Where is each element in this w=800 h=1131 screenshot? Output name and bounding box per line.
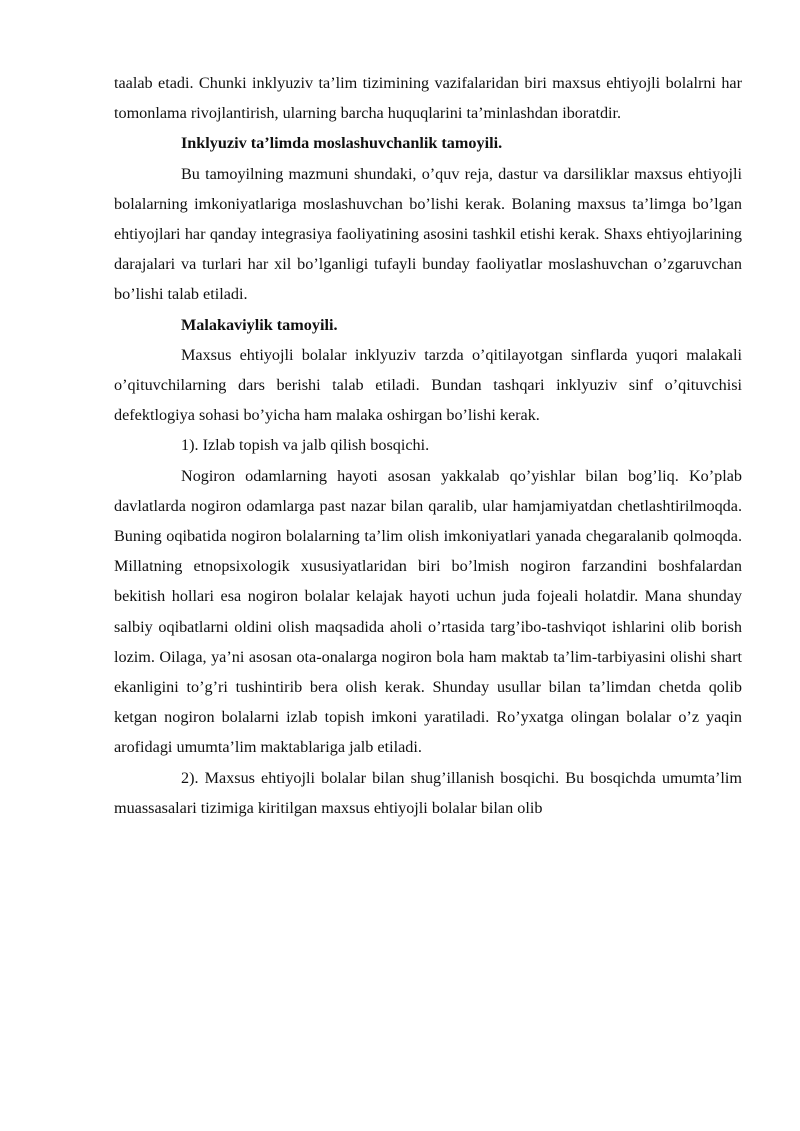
heading-qualification-principle: Malakaviylik tamoyili. [181, 315, 338, 334]
document-page [114, 68, 742, 823]
paragraph-stage-1-title: 1). Izlab topish va jalb qilish bosqichi. [181, 436, 430, 455]
paragraph-continuation: taalab etadi. Chunki inklyuziv ta’lim tizimining vazifalaridan biri maxsus ehtiyojli bolalrni har tomonlama rivojlantirish, ularning barcha huquqlarini ta’minlashdan iboratdir. [114, 74, 742, 123]
paragraph-flexibility: Bu tamoyilning mazmuni shundaki, o’quv reja, dastur va darsiliklar maxsus ehtiyojli bolalarning imkoniyatlariga moslashuvchan bo’lishi kerak. Bolaning maxsus ta’limga bo’lgan ehtiyojlari har qanday integrasiya faoliyatining asosini tashkil etishi kerak. Shaxs ehtiyojlarining darajalari va turlari har xil bo’lganligi tufayli bunday faoliyatlar moslashuvchan o’zgaruvchan bo’lishi talab etiladi. [114, 164, 742, 304]
paragraph-stage-1-body: Nogiron odamlarning hayoti asosan yakkalab qo’yishlar bilan bog’liq. Ko’plab davlatlarda nogiron odamlarga past nazar bilan qaralib, ular hamjamiyatdan chetlashtirilmoqda. Buning oqibatida nogiron bolalarning ta’lim olish imkoniyatlari yanada chegaralanib qolmoqda. Millatning etnopsixologik xususiyatlaridan biri bo’lmish nogiron farzandini boshfalardan bekitish hollari esa nogiron bolalar kelajak hayoti uchun juda fojeali holatdir. Mana shunday salbiy oqibatlarni oldini olish maqsadida aholi o’rtasida targ’ibo-tashviqot ishlarini olib borish lozim. Oilaga, ya’ni asosan ota-onalarga nogiron bola ham maktab ta’lim-tarbiyasini olishi shart ekanligini to’g’ri tushintirib bera olish kerak. Shunday usullar bilan ta’limdan chetda qolib ketgan nogiron bolalarni izlab topish imkoni yaratiladi. Ro’yxatga olingan bolalar o’z yaqin arofidagi umumta’lim maktablariga jalb etiladi. [114, 466, 742, 757]
heading-flexibility-principle: Inklyuziv ta’limda moslashuvchanlik tamoyili. [181, 134, 503, 153]
paragraph-stage-2: 2). Maxsus ehtiyojli bolalar bilan shug’illanish bosqichi. Bu bosqichda umumta’lim muassasalari tizimiga kiritilgan maxsus ehtiyojli bolalar bilan olib [114, 768, 742, 817]
paragraph-qualification: Maxsus ehtiyojli bolalar inklyuziv tarzda o’qitilayotgan sinflarda yuqori malakali o’qituvchilarning dars berishi talab etiladi. Bundan tashqari inklyuziv sinf o’qituvchisi defektlogiya sohasi bo’yicha ham malaka oshirgan bo’lishi kerak. [114, 345, 742, 425]
